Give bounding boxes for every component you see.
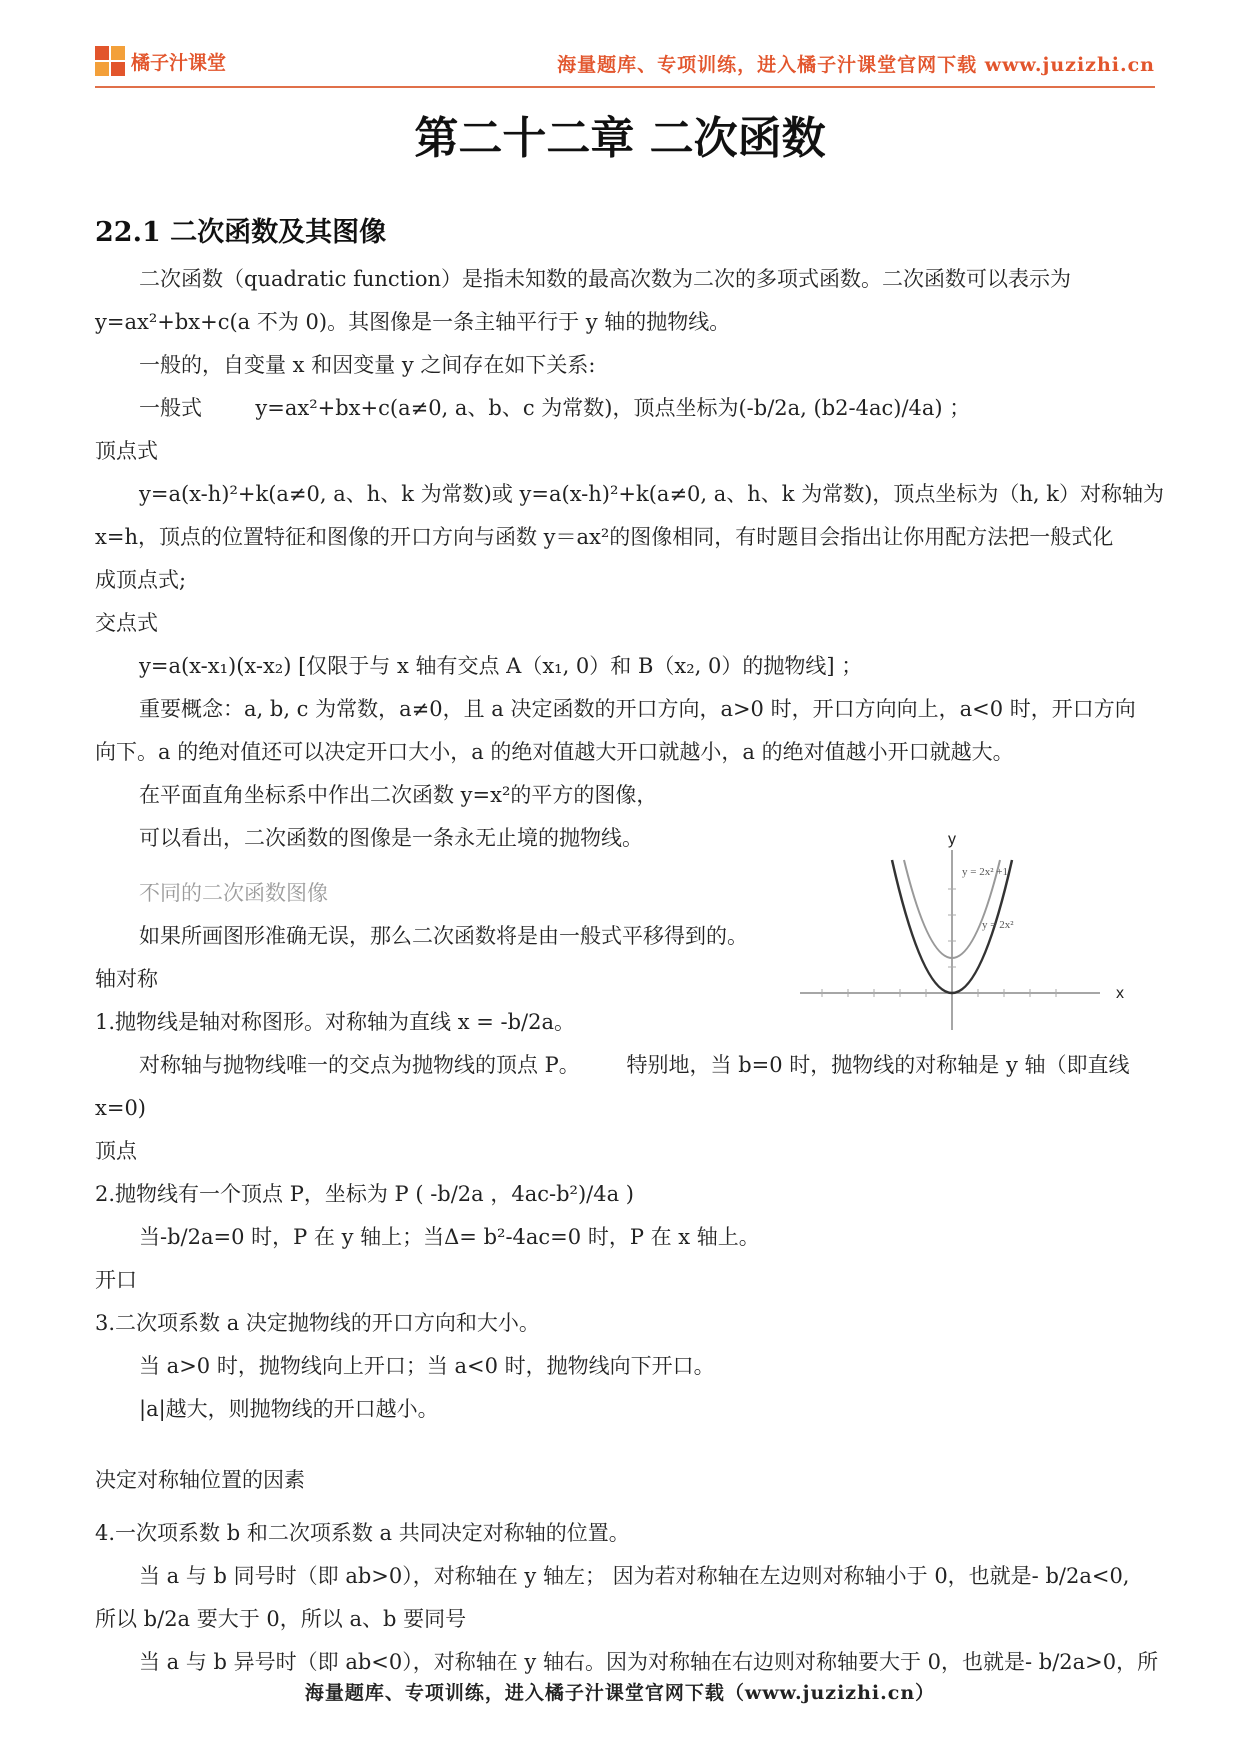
- text-line: 2.抛物线有一个顶点 P，坐标为 P ( -b/2a ，4ac-b²)/4a ): [95, 1182, 634, 1206]
- text-line: x=h，顶点的位置特征和图像的开口方向与函数 y＝ax²的图像相同，有时题目会指出让你用配方法把一般式化: [95, 525, 1114, 549]
- section-title: 22.1 二次函数及其图像: [95, 217, 387, 248]
- text-line: 3.二次项系数 a 决定抛物线的开口方向和大小。: [95, 1311, 540, 1335]
- text-line: 向下。a 的绝对值还可以决定开口大小，a 的绝对值越大开口就越小，a 的绝对值越小开口就越大。: [95, 740, 1014, 764]
- page-header: [95, 40, 1155, 88]
- x-axis-label: x: [1116, 985, 1124, 1002]
- heading-axis-position: 决定对称轴位置的因素: [95, 1468, 305, 1492]
- text-line: 当-b/2a=0 时，P 在 y 轴上；当Δ= b²-4ac=0 时，P 在 x 轴上。: [139, 1225, 760, 1249]
- text-line: 可以看出，二次函数的图像是一条永无止境的抛物线。: [139, 826, 643, 850]
- text-line: y=a(x-x₁)(x-x₂) [仅限于与 x 轴有交点 A（x₁, 0）和 B（x₂, 0）的抛物线] ；: [139, 654, 863, 678]
- text-line: 成顶点式;: [95, 568, 187, 592]
- header-slogan: 海量题库、专项训练，进入橘子汁课堂官网下载 www.juzizhi.cn: [557, 54, 1155, 76]
- text-line: 在平面直角坐标系中作出二次函数 y=x²的平方的图像，: [139, 783, 658, 807]
- heading-vertex: 顶点: [95, 1139, 137, 1163]
- text-line: x=0): [95, 1096, 146, 1120]
- logo-icon: [95, 46, 125, 76]
- page-footer: 海量题库、专项训练，进入橘子汁课堂官网下载（www.juzizhi.cn）: [304, 1682, 936, 1704]
- text-line: y=a(x-h)²+k(a≠0, a、h、k 为常数)或 y=a(x-h)²+k(a≠0, a、h、k 为常数)，顶点坐标为（h, k）对称轴为: [139, 482, 1164, 506]
- figure-caption: 不同的二次函数图像: [139, 881, 328, 905]
- text-line: 4.一次项系数 b 和二次项系数 a 共同决定对称轴的位置。: [95, 1521, 630, 1545]
- heading-vertex-form: 顶点式: [95, 439, 158, 463]
- text-line: 1.抛物线是轴对称图形。对称轴为直线 x = -b/2a。: [95, 1010, 575, 1034]
- text-line: 重要概念：a, b, c 为常数，a≠0，且 a 决定函数的开口方向，a>0 时，开口方向向上，a<0 时，开口方向: [139, 697, 1136, 721]
- curve-label-2x2: y = 2x²: [982, 919, 1014, 931]
- text-line: 对称轴与抛物线唯一的交点为抛物线的顶点 P。 特别地，当 b=0 时，抛物线的对称轴是 y 轴（即直线: [139, 1053, 1130, 1077]
- heading-symmetry: 轴对称: [95, 967, 158, 991]
- text-line: y=ax²+bx+c(a 不为 0)。其图像是一条主轴平行于 y 轴的抛物线。: [95, 310, 731, 334]
- chapter-title: 第二十二章 二次函数: [414, 113, 826, 164]
- text-line: 当 a>0 时，抛物线向上开口；当 a<0 时，抛物线向下开口。: [139, 1354, 715, 1378]
- text-line: |a|越大，则抛物线的开口越小。: [139, 1397, 439, 1421]
- logo: [95, 46, 226, 76]
- heading-intercept-form: 交点式: [95, 611, 158, 635]
- text-line: 一般式 y=ax²+bx+c(a≠0, a、b、c 为常数)，顶点坐标为(-b/2a, (b2-4ac)/4a) ；: [139, 396, 971, 420]
- text-line: 所以 b/2a 要大于 0，所以 a、b 要同号: [95, 1607, 467, 1631]
- heading-opening: 开口: [95, 1268, 137, 1292]
- text-line: 二次函数（quadratic function）是指未知数的最高次数为二次的多项式函数。二次函数可以表示为: [139, 267, 1071, 291]
- y-axis-label: y: [948, 831, 956, 848]
- text-line: 如果所画图形准确无误，那么二次函数将是由一般式平移得到的。: [139, 924, 748, 948]
- parabola-figure: [800, 830, 1140, 1035]
- curve-label-2x2-plus-1: y = 2x² +1: [962, 866, 1008, 878]
- text-line: 当 a 与 b 异号时（即 ab<0），对称轴在 y 轴右。因为对称轴在右边则对称轴要大于 0，也就是- b/2a>0，所: [139, 1650, 1159, 1674]
- text-line: 一般的，自变量 x 和因变量 y 之间存在如下关系:: [139, 353, 596, 377]
- text-line: 当 a 与 b 同号时（即 ab>0），对称轴在 y 轴左； 因为若对称轴在左边则对称轴小于 0，也就是- b/2a<0,: [139, 1564, 1130, 1588]
- logo-text: 橘子汁课堂: [131, 51, 227, 74]
